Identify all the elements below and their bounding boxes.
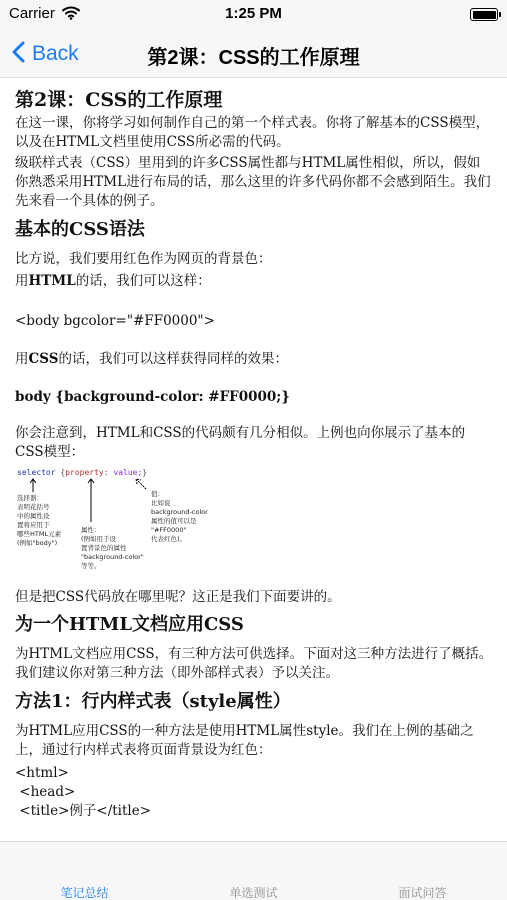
diagram-code-line — [17, 468, 147, 477]
code-line: <head> — [15, 784, 76, 800]
tab-notes-summary[interactable]: 笔记总结 — [60, 886, 109, 900]
text-run: 用 — [15, 273, 29, 289]
code-html-block — [15, 764, 493, 821]
paragraph-compare: 你会注意到，HTML和CSS的代码颇有几分相似。上例也向你展示了基本的CSS模型： — [15, 425, 466, 460]
diagram-property: property: — [65, 468, 109, 477]
page-title: 第2课：CSS的工作原理 — [147, 47, 360, 69]
intro-paragraph-2: 级联样式表（CSS）里用到的许多CSS属性都与HTML属性相似，所以，假如你熟悉采用HTML进行布局的话，那么这里的许多代码你都不会感到陌生。我们先来看一个具体的例子。 — [15, 155, 491, 209]
tab-bar — [0, 841, 507, 900]
battery-icon — [470, 8, 498, 21]
css-model-diagram — [15, 466, 275, 584]
arrow-property — [87, 478, 95, 522]
code-html-example: <body bgcolor="#FF0000"> — [15, 313, 215, 329]
code-line: <title>例子</title> — [15, 803, 152, 819]
arrow-value — [135, 478, 147, 490]
text-run: 的话，我们可以这样获得同样的效果： — [58, 351, 288, 367]
note-property: 属性： (例如用于设 置背景色的属性 "background-color" 等等。 — [81, 526, 144, 570]
code-css-example: body {background-color: #FF0000;} — [15, 389, 290, 405]
diagram-selector: selector — [17, 468, 56, 477]
paragraph-css-way — [15, 350, 493, 369]
arrow-selector — [29, 478, 37, 492]
note-value: 值： 比如说 background-color 属性的值可以是 "#FF0000" 代表红色)。 — [151, 490, 208, 543]
tab-interview-qa[interactable]: 面试问答 — [398, 886, 447, 900]
text-run: 用 — [15, 351, 29, 367]
diagram-brace-open: { — [60, 468, 66, 477]
section-apply-css-title: 为一个HTML文档应用CSS — [15, 614, 244, 635]
paragraph-three-methods: 为HTML文档应用CSS，有三种方法可供选择。下面对这三种方法进行了概括。我们建议你对第三种方法（即外部样式表）予以关注。 — [15, 646, 493, 681]
carrier-label: Carrier — [9, 5, 55, 22]
text-run-bold: CSS — [28, 351, 59, 367]
text-run-bold: HTML — [28, 273, 76, 289]
paragraph-where-css: 但是把CSS代码放在哪里呢？这正是我们下面要讲的。 — [15, 589, 341, 605]
intro-paragraph-1: 在这一课，你将学习如何制作自己的第一个样式表。你将了解基本的CSS模型，以及在HTML文档里使用CSS所必需的代码。 — [15, 115, 490, 150]
paragraph-inline-style: 为HTML应用CSS的一种方法是使用HTML属性style。我们在上例的基础之上，通过行内样式表将页面背景设为红色： — [15, 723, 474, 758]
section-inline-style-title: 方法1：行内样式表（style属性） — [15, 691, 291, 712]
status-bar — [0, 0, 507, 30]
note-selector: 选择器： 表明花括号 中的属性设 置将应用于 哪些HTML元素 (例如"body") — [17, 494, 62, 547]
paragraph-html-way — [15, 272, 493, 291]
paragraph-red-background: 比方说，我们要用红色作为网页的背景色： — [15, 251, 272, 267]
clock: 1:25 PM — [225, 5, 282, 22]
text-run: 的话，我们可以这样： — [75, 273, 211, 289]
code-line: <html> — [15, 765, 69, 781]
diagram-value: value; — [113, 468, 143, 477]
article-content[interactable] — [15, 88, 493, 840]
back-label: Back — [32, 42, 79, 65]
navigation-bar — [0, 30, 507, 78]
tab-single-choice-quiz[interactable]: 单选测试 — [229, 886, 278, 900]
article-heading: 第2课：CSS的工作原理 — [15, 89, 223, 111]
diagram-brace-close: } — [142, 468, 148, 477]
section-basic-syntax-title: 基本的CSS语法 — [15, 219, 145, 240]
